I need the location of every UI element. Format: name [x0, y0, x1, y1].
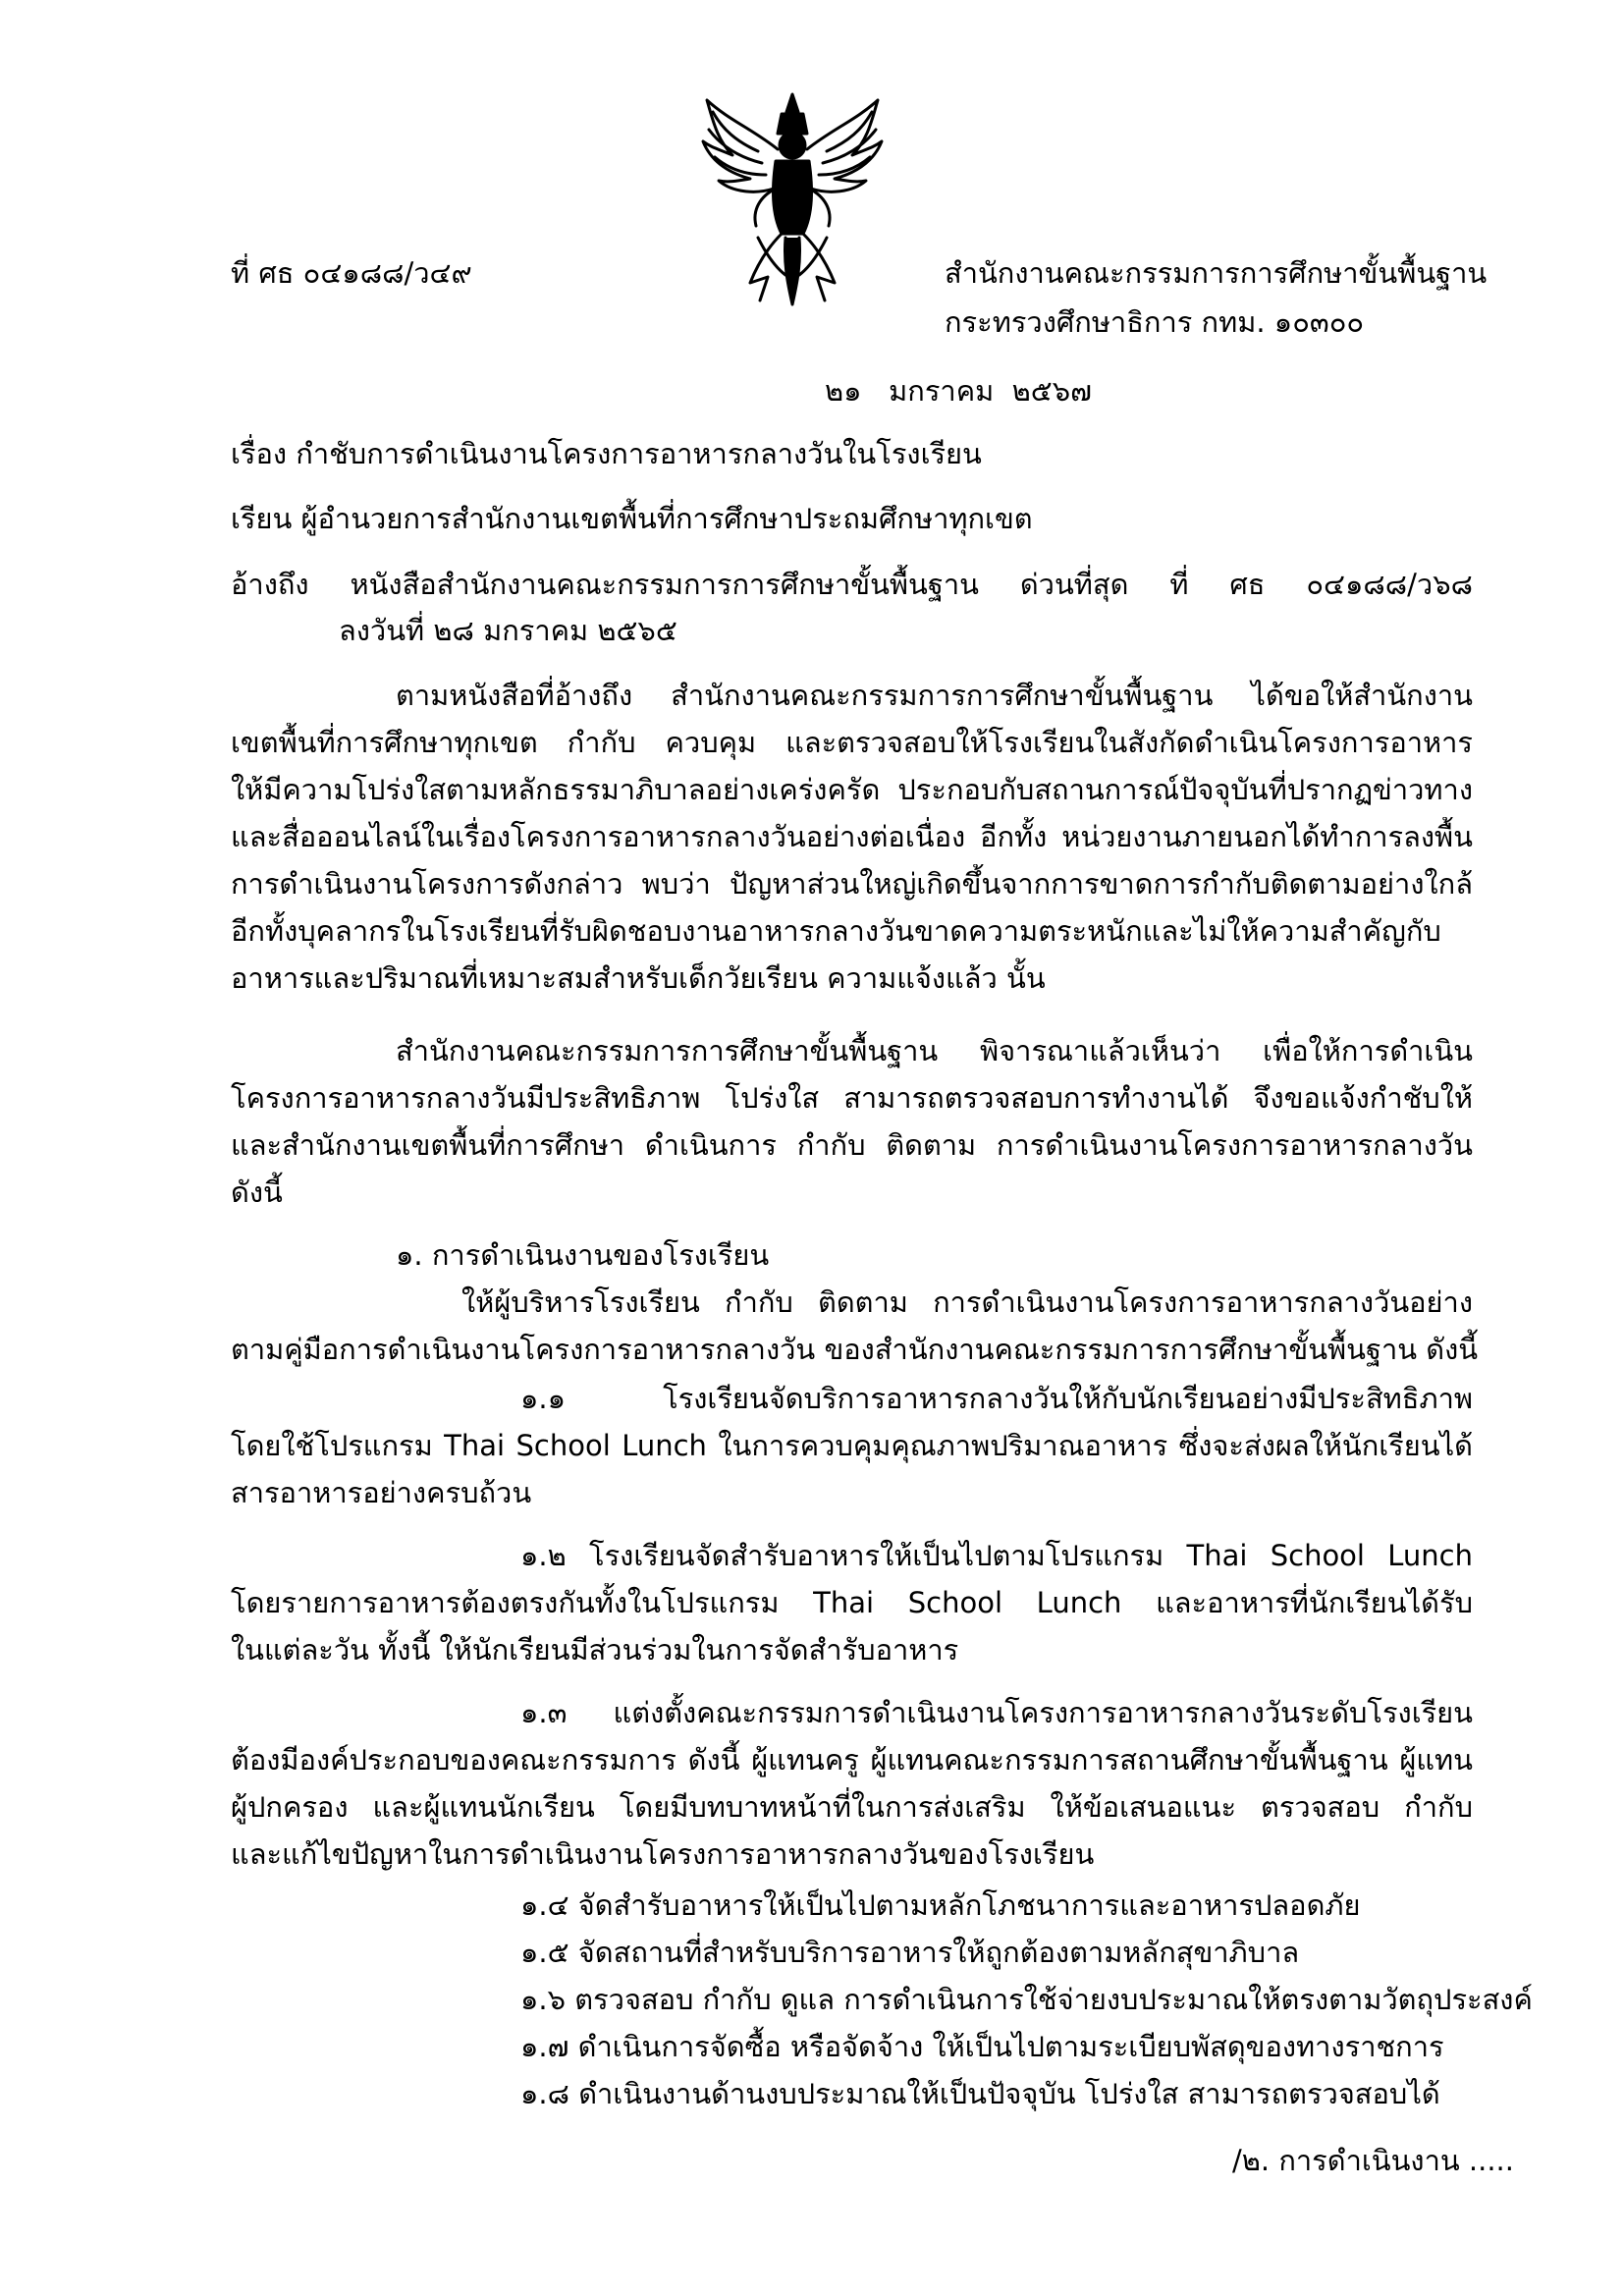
issuing-office: สำนักงานคณะกรรมการการศึกษาขั้นพื้นฐาน	[945, 256, 1488, 290]
reference-number: ที่ ศธ ๐๔๑๘๘/ว๔๙	[231, 256, 472, 290]
para2-line: สำนักงานคณะกรรมการการศึกษาขั้นพื้นฐาน พิจารณาแล้วเห็นว่า เพื่อให้การดำเนิน	[396, 1034, 1473, 1067]
item-1-5: ๑.๕ จัดสถานที่สำหรับบริการอาหารให้ถูกต้องตามหลักสุขาภิบาล	[520, 1936, 1300, 1969]
section1-heading: ๑. การดำเนินงานของโรงเรียน	[396, 1238, 770, 1272]
para1-line: อาหารและปริมาณที่เหมาะสมสำหรับเด็กวัยเรียน ความแจ้งแล้ว นั้น	[231, 961, 1046, 995]
subject-line: เรื่อง กำชับการดำเนินงานโครงการอาหารกลางวันในโรงเรียน	[231, 437, 982, 470]
item-1-3-line: ต้องมีองค์ประกอบของคณะกรรมการ ดังนี้ ผู้แทนครู ผู้แทนคณะกรรมการสถานศึกษาขั้นพื้นฐาน ผู้แทน	[231, 1743, 1473, 1777]
item-1-6: ๑.๖ ตรวจสอบ กำกับ ดูแล การดำเนินการใช้จ่ายงบประมาณให้ตรงตามวัตถุประสงค์	[520, 1983, 1533, 2016]
item-1-1-line: ๑.๑ โรงเรียนจัดบริการอาหารกลางวันให้กับนักเรียนอย่างมีประสิทธิภาพ	[520, 1382, 1473, 1415]
item-1-1-line: สารอาหารอย่างครบถ้วน	[231, 1476, 532, 1509]
reference-line-2: ลงวันที่ ๒๘ มกราคม ๒๕๖๕	[339, 614, 677, 647]
item-1-3-line: และแก้ไขปัญหาในการดำเนินงานโครงการอาหารกลางวันของโรงเรียน	[231, 1837, 1095, 1871]
para1-line: และสื่อออนไลน์ในเรื่องโครงการอาหารกลางวันอย่างต่อเนื่อง อีกทั้ง หน่วยงานภายนอกได้ทำการลงพื้น	[231, 820, 1473, 853]
para2-line: และสำนักงานเขตพื้นที่การศึกษา ดำเนินการ กำกับ ติดตาม การดำเนินงานโครงการอาหารกลางวัน	[231, 1128, 1473, 1162]
item-1-3-line: ๑.๓ แต่งตั้งคณะกรรมการดำเนินงานโครงการอาหารกลางวันระดับโรงเรียน	[520, 1696, 1473, 1729]
para1-line: อีกทั้งบุคลากรในโรงเรียนที่รับผิดชอบงานอาหารกลางวันขาดความตระหนักและไม่ให้ความสำคัญกับ	[231, 914, 1441, 948]
para1-line: ตามหนังสือที่อ้างถึง สำนักงานคณะกรรมการการศึกษาขั้นพื้นฐาน ได้ขอให้สำนักงาน	[396, 679, 1473, 712]
addressee-line: เรียน ผู้อำนวยการสำนักงานเขตพื้นที่การศึกษาประถมศึกษาทุกเขต	[231, 502, 1033, 535]
ministry-address: กระทรวงศึกษาธิการ กทม. ๑๐๓๐๐	[945, 305, 1365, 339]
para1-line: ให้มีความโปร่งใสตามหลักธรรมาภิบาลอย่างเคร่งครัด ประกอบกับสถานการณ์ปัจจุบันที่ปรากฏข่าวทาง	[231, 773, 1473, 806]
item-1-1-line: โดยใช้โปรแกรม Thai School Lunch ในการควบคุมคุณภาพปริมาณอาหาร ซึ่งจะส่งผลให้นักเรียนได้	[231, 1429, 1473, 1462]
continuation-marker: /๒. การดำเนินงาน .....	[1232, 2144, 1514, 2177]
item-1-3-line: ผู้ปกครอง และผู้แทนนักเรียน โดยมีบทบาทหน้าที่ในการส่งเสริม ให้ข้อเสนอแนะ ตรวจสอบ กำกับ	[231, 1790, 1473, 1824]
item-1-2-line: ๑.๒ โรงเรียนจัดสำรับอาหารให้เป็นไปตามโปรแกรม Thai School Lunch	[520, 1539, 1473, 1572]
document-date: ๒๑ มกราคม ๒๕๖๗	[825, 374, 1092, 408]
para1-line: การดำเนินงานโครงการดังกล่าว พบว่า ปัญหาส่วนใหญ่เกิดขึ้นจากการขาดการกำกับติดตามอย่างใกล้	[231, 867, 1473, 901]
para2-line: ดังนี้	[231, 1175, 283, 1209]
item-1-2-line: ในแต่ละวัน ทั้งนี้ ให้นักเรียนมีส่วนร่วมในการจัดสำรับอาหาร	[231, 1633, 959, 1667]
item-1-8: ๑.๘ ดำเนินงานด้านงบประมาณให้เป็นปัจจุบัน โปร่งใส สามารถตรวจสอบได้	[520, 2077, 1440, 2110]
item-1-4: ๑.๔ จัดสำรับอาหารให้เป็นไปตามหลักโภชนาการและอาหารปลอดภัย	[520, 1888, 1361, 1922]
section1-intro-line: ให้ผู้บริหารโรงเรียน กำกับ ติดตาม การดำเนินงานโครงการอาหารกลางวันอย่าง	[461, 1285, 1473, 1319]
para1-line: เขตพื้นที่การศึกษาทุกเขต กำกับ ควบคุม และตรวจสอบให้โรงเรียนในสังกัดดำเนินโครงการอาหาร	[231, 726, 1473, 759]
item-1-7: ๑.๗ ดำเนินการจัดซื้อ หรือจัดจ้าง ให้เป็นไปตามระเบียบพัสดุของทางราชการ	[520, 2030, 1444, 2063]
para2-line: โครงการอาหารกลางวันมีประสิทธิภาพ โปร่งใส สามารถตรวจสอบการทำงานได้ จึงขอแจ้งกำชับให้	[231, 1081, 1473, 1115]
item-1-2-line: โดยรายการอาหารต้องตรงกันทั้งในโปรแกรม Thai School Lunch และอาหารที่นักเรียนได้รับ	[231, 1586, 1473, 1619]
section1-intro-line: ตามคู่มือการดำเนินงานโครงการอาหารกลางวัน ของสำนักงานคณะกรรมการการศึกษาขั้นพื้นฐาน ดังนี้	[231, 1333, 1479, 1366]
garuda-emblem-icon	[699, 90, 886, 311]
reference-line-1: อ้างถึง หนังสือสำนักงานคณะกรรมการการศึกษาขั้นพื้นฐาน ด่วนที่สุด ที่ ศธ ๐๔๑๘๘/ว๖๘	[231, 568, 1473, 601]
